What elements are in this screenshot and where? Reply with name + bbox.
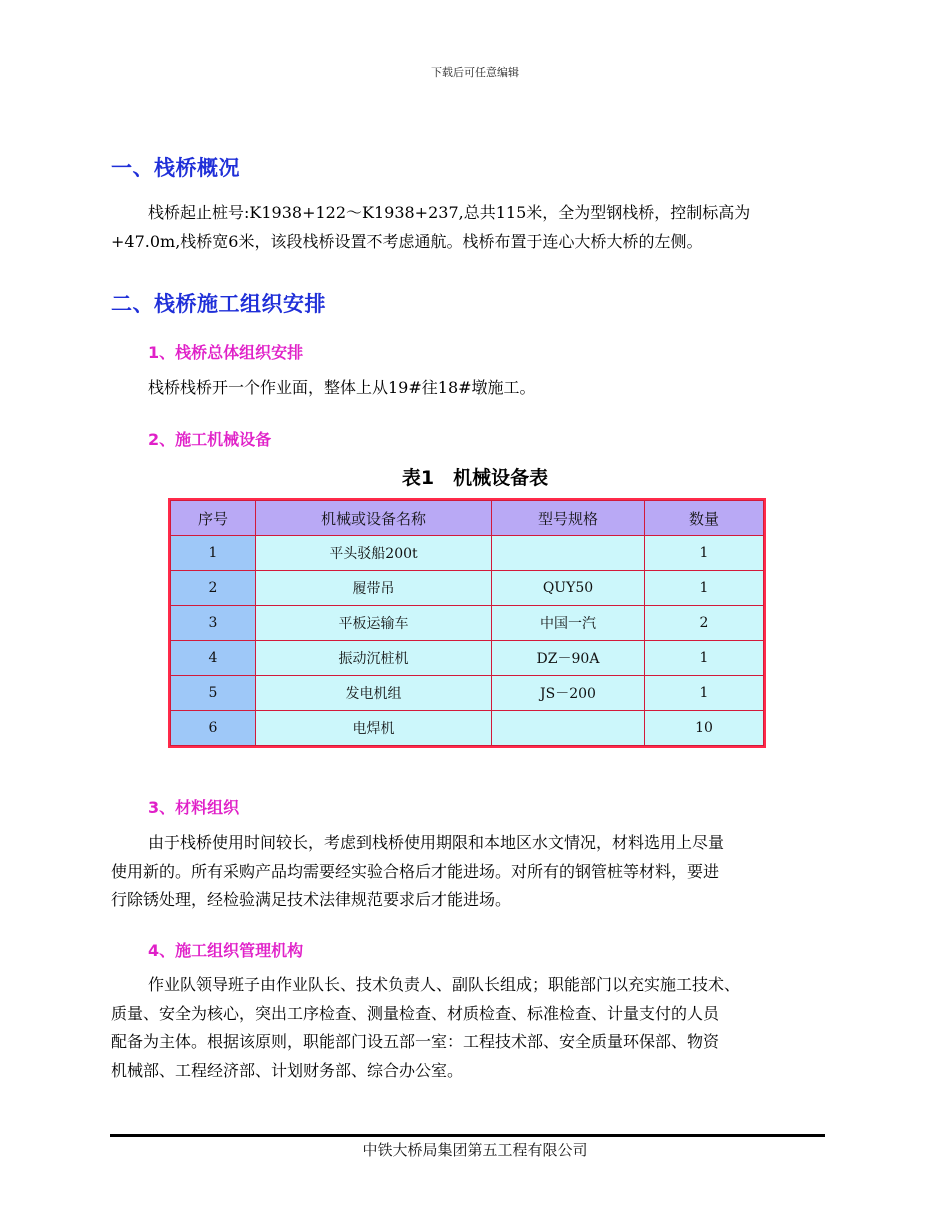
- equipment-quantity: 10: [645, 711, 764, 746]
- equipment-name: 振动沉桩机: [256, 641, 492, 676]
- equipment-quantity: 1: [645, 641, 764, 676]
- equipment-model: [492, 536, 645, 571]
- table-row: [171, 641, 764, 676]
- footer-divider: [110, 1134, 825, 1137]
- management-line-3: 配备为主体。根据该原则，职能部门设五部一室：工程技术部、安全质量环保部、物资: [111, 1032, 720, 1051]
- management-line-1: 作业队领导班子由作业队长、技术负责人、副队长组成；职能部门以充实施工技术、: [148, 975, 741, 994]
- equipment-quantity: 1: [645, 676, 764, 711]
- equipment-model: [492, 711, 645, 746]
- materials-paragraph: [111, 829, 835, 915]
- table-row: [171, 536, 764, 571]
- materials-line-1: 由于栈桥使用时间较长，考虑到栈桥使用期限和本地区水文情况，材料选用上尽量: [148, 833, 725, 852]
- row-index: 6: [171, 711, 256, 746]
- table-row: [171, 571, 764, 606]
- subheading-materials: 3、材料组织: [148, 798, 240, 817]
- management-paragraph: [111, 971, 835, 1085]
- page-footer: 中铁大桥局集团第五工程有限公司: [362, 1141, 588, 1159]
- equipment-name: 平板运输车: [256, 606, 492, 641]
- table-row: [171, 711, 764, 746]
- subheading-management: 4、施工组织管理机构: [148, 941, 304, 960]
- row-index: 5: [171, 676, 256, 711]
- section-heading-organization: 二、栈桥施工组织安排: [111, 292, 326, 316]
- subheading-overall-arrangement: 1、栈桥总体组织安排: [148, 343, 304, 362]
- table-row: [171, 676, 764, 711]
- column-header-name: 机械或设备名称: [256, 501, 492, 536]
- management-line-4: 机械部、工程经济部、计划财务部、综合办公室。: [111, 1060, 464, 1080]
- row-index: 1: [171, 536, 256, 571]
- equipment-model: QUY50: [492, 571, 645, 606]
- equipment-table: [168, 498, 766, 748]
- equipment-quantity: 1: [645, 536, 764, 571]
- equipment-name: 平头驳船200t: [256, 536, 492, 571]
- equipment-name: 发电机组: [256, 676, 492, 711]
- overview-paragraph: [111, 199, 835, 256]
- equipment-name: 履带吊: [256, 571, 492, 606]
- equipment-quantity: 2: [645, 606, 764, 641]
- table-title: 表1 机械设备表: [401, 467, 549, 489]
- equipment-model: 中国一汽: [492, 606, 645, 641]
- equipment-name: 电焊机: [256, 711, 492, 746]
- table-row: [171, 606, 764, 641]
- column-header-model: 型号规格: [492, 501, 645, 536]
- row-index: 4: [171, 641, 256, 676]
- row-index: 2: [171, 571, 256, 606]
- row-index: 3: [171, 606, 256, 641]
- materials-line-2: 使用新的。所有采购产品均需要经实验合格后才能进场。对所有的钢管桩等材料，要进: [111, 861, 720, 881]
- overview-line-2: +47.0m,栈桥宽6米，该段栈桥设置不考虑通航。栈桥布置于连心大桥大桥的左侧。: [111, 231, 703, 251]
- section-heading-overview: 一、栈桥概况: [111, 156, 240, 180]
- equipment-model: DZ－90A: [492, 641, 645, 676]
- subheading-machinery: 2、施工机械设备: [148, 430, 272, 449]
- page-header-note: 下载后可任意编辑: [431, 66, 519, 79]
- management-line-2: 质量、安全为核心，突出工序检查、测量检查、材质检查、标准检查、计量支付的人员: [111, 1003, 720, 1023]
- materials-line-3: 行除锈处理，经检验满足技术法律规范要求后才能进场。: [111, 890, 512, 909]
- overall-arrangement-paragraph: 栈桥栈桥开一个作业面，整体上从19#往18#墩施工。: [148, 378, 536, 397]
- overview-line-1: 栈桥起止桩号:K1938+122～K1938+237,总共115米，全为型钢栈桥，控制标高为: [148, 203, 751, 222]
- column-header-index: 序号: [171, 501, 256, 536]
- equipment-quantity: 1: [645, 571, 764, 606]
- equipment-model: JS－200: [492, 676, 645, 711]
- table-header-row: [171, 501, 764, 536]
- column-header-quantity: 数量: [645, 501, 764, 536]
